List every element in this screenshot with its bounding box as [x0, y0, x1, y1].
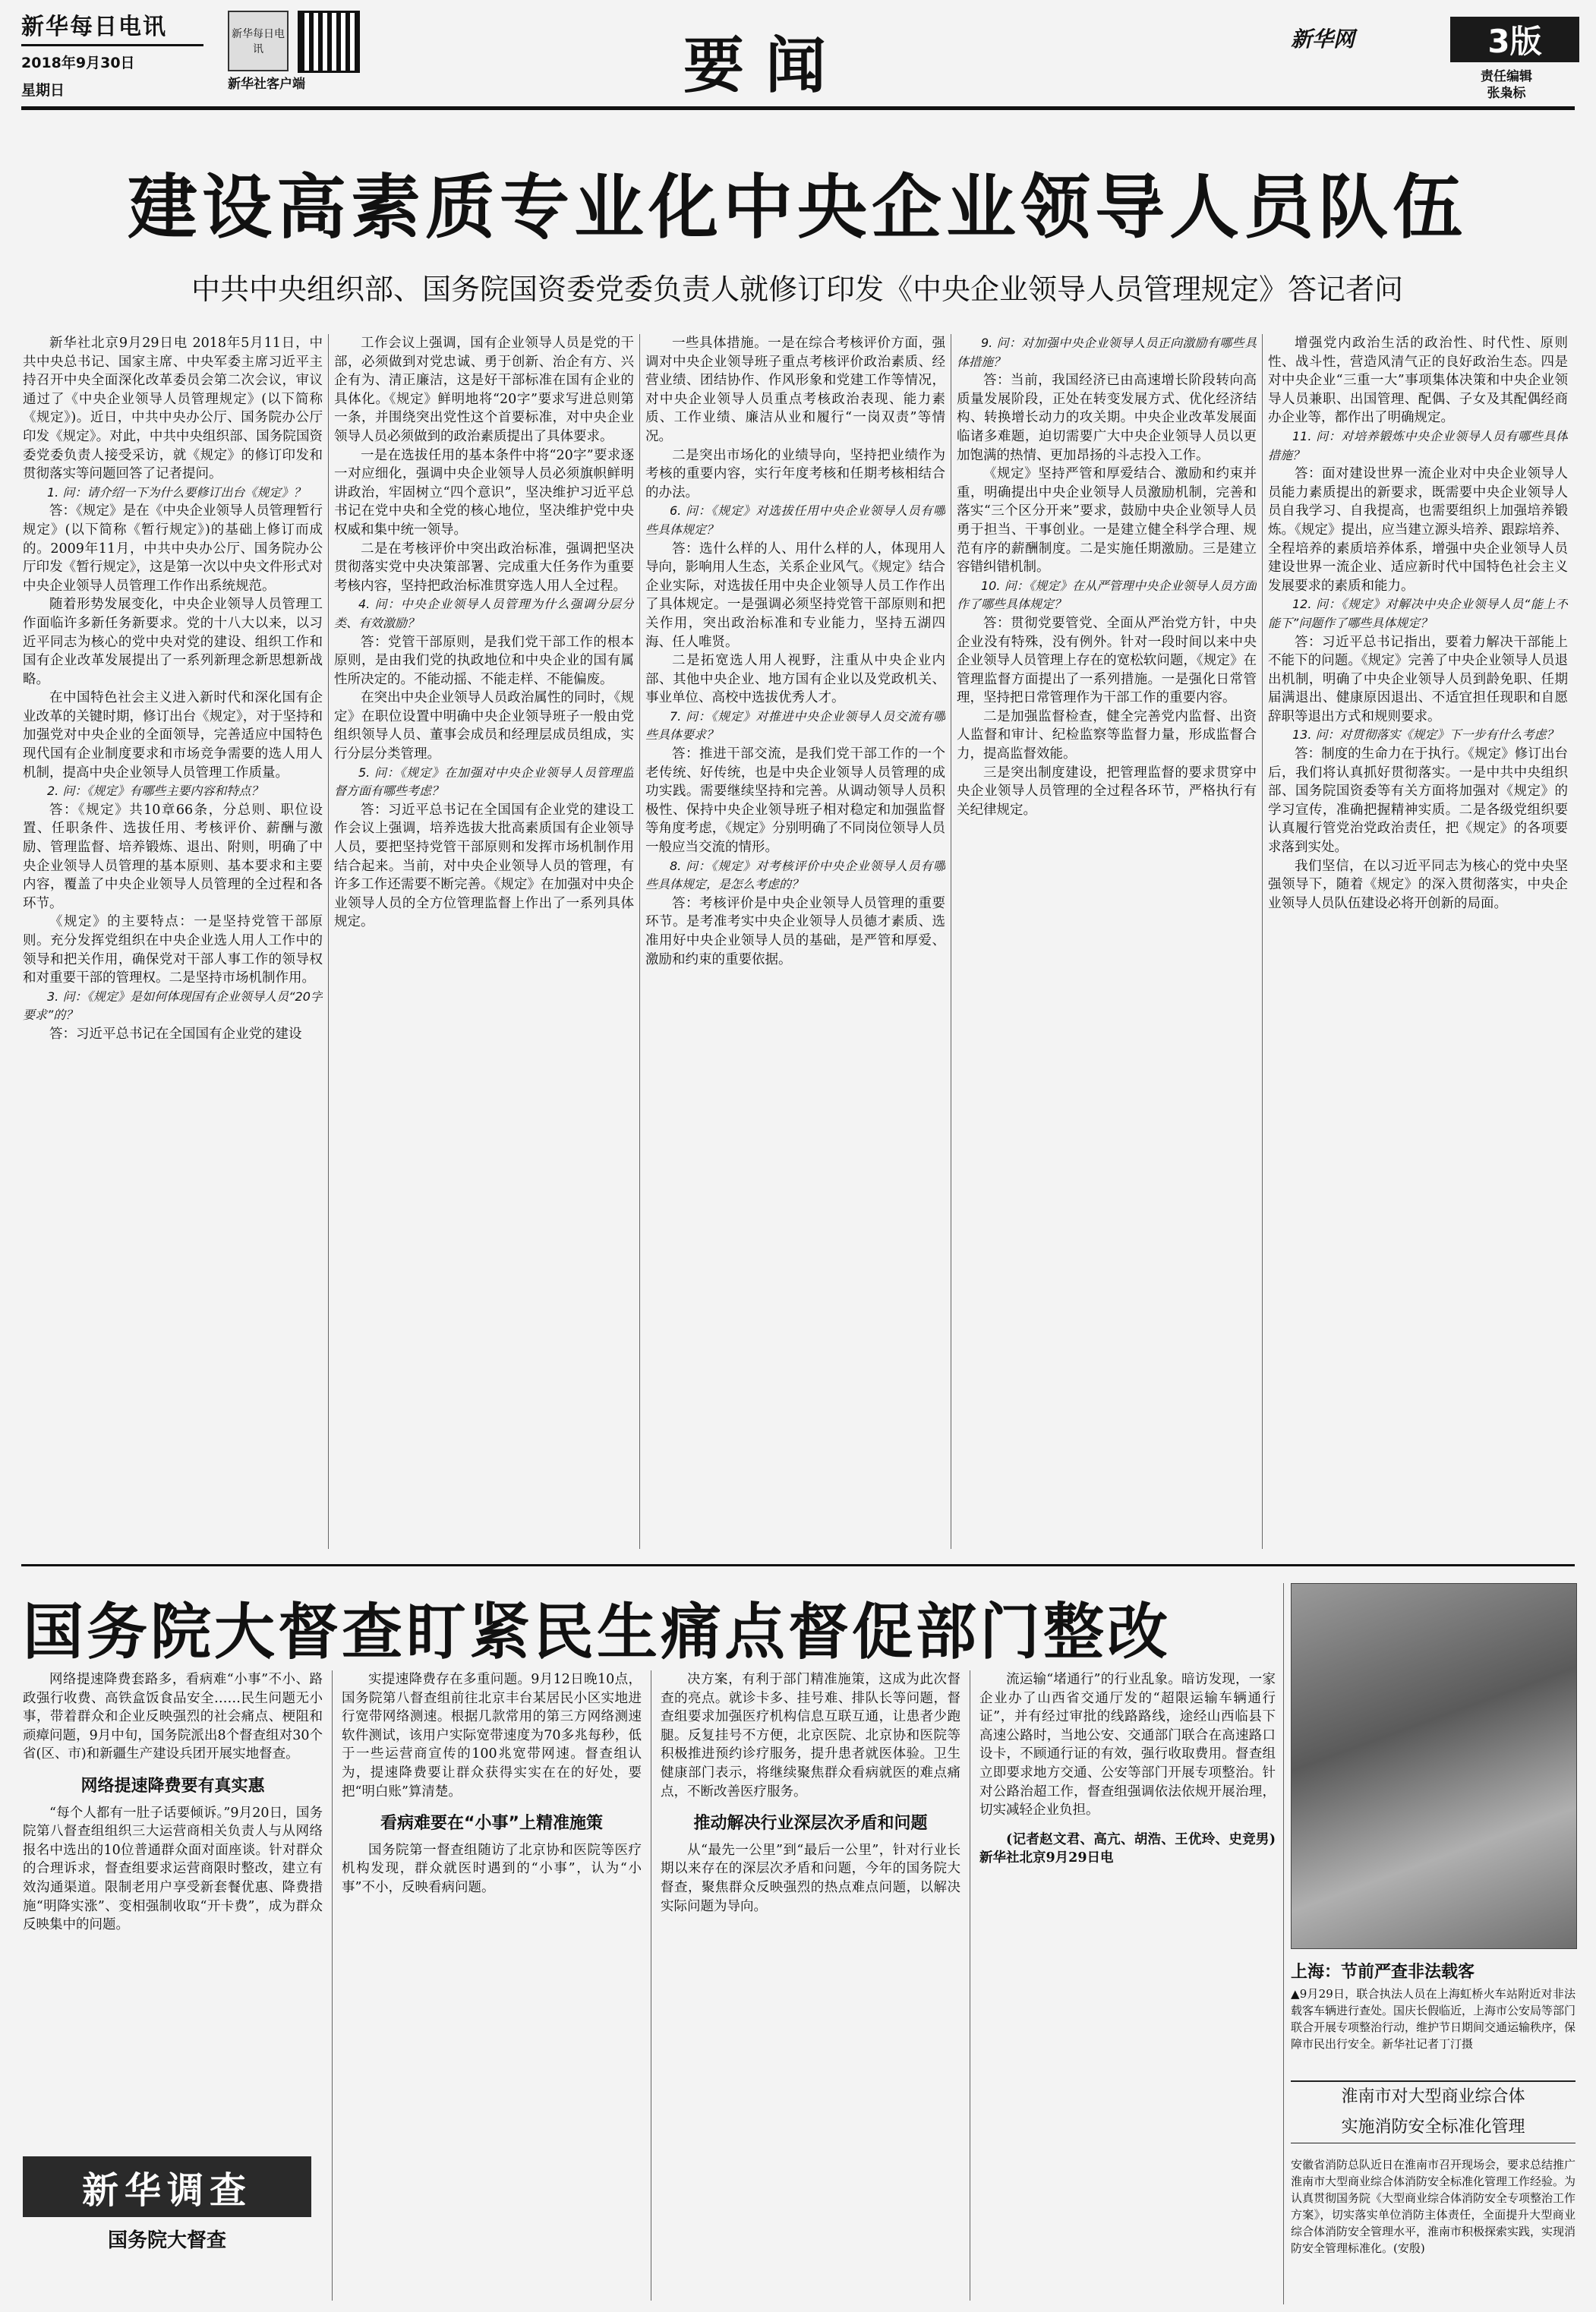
body-paragraph: 答：习近平总书记指出，要着力解决干部能上不能下的问题。《规定》完善了中央企业领导人员退出机制，明确了中央企业领导人员到龄免职、任期届满退出、健康原因退出、不适宜担任现职和自愿辞职等退出方式和规则要求。	[1268, 634, 1568, 724]
question-paragraph: 1. 问：请介绍一下为什么要修订出台《规定》？	[47, 484, 306, 500]
headline-main: 建设高素质专业化中央企业领导人员队伍	[127, 167, 1467, 248]
question-paragraph: 11. 问：对培养锻炼中央企业领导人员有哪些具体措施？	[1268, 428, 1568, 462]
body-paragraph: 三是突出制度建设，把管理监督的要求贯穿中央企业领导人员管理的全过程各环节，严格执行有关纪律规定。	[957, 765, 1257, 818]
article2-col3-tail: 从“最先一公里”到“最后一公里”，针对行业长期以来存在的深层次矛盾和问题，今年的国务院大督查，聚焦群众反映强烈的热点难点问题，以解决实际问题为导向。	[661, 1842, 960, 1914]
page-number: 3版	[1450, 17, 1579, 62]
body-paragraph: 答：习近平总书记在全国国有企业党的建设	[49, 1026, 302, 1042]
question-paragraph: 5. 问：《规定》在加强对中央企业领导人员管理监督方面有哪些考虑？	[334, 765, 634, 799]
article2-byline: (记者赵文君、高亢、胡浩、王优玲、史竞男)新华社北京9月29日电	[979, 1831, 1276, 1866]
column-divider	[328, 334, 329, 1549]
paper-name: 新华每日电讯	[21, 8, 203, 46]
news-photo	[1291, 1583, 1577, 1949]
body-paragraph: 答：制度的生命力在于执行。《规定》修订出台后，我们将认真抓好贯彻落实。一是中共中央组织部、国务院国资委等有关方面将加强对《规定》的学习宣传，准确把握精神实质。二是各级党组织要认真履行管党治党政治责任，把《规定》的各项要求落到实处。	[1268, 746, 1568, 856]
body-paragraph: 在突出中央企业领导人员政治属性的同时，《规定》在职位设置中明确中央企业领导班子一般由党组织领导人员、董事会成员和经理层成员组成，实行分层分类管理。	[334, 690, 634, 762]
brief-body: 安徽省消防总队近日在淮南市召开现场会，要求总结推广淮南市大型商业综合体消防安全标准化管理工作经验。为认真贯彻国务院《大型商业综合体消防安全专项整治工作方案》，切实落实单位消防主体责任，全面提升大型商业综合体消防安全管理水平，淮南市积极探索实践，实现消防安全管理标准化。(安殷)	[1291, 2158, 1575, 2255]
question-paragraph: 6. 问：《规定》对选拔任用中央企业领导人员有哪些具体规定？	[645, 503, 945, 537]
xinhua-investigation-subtitle: 国务院大督查	[107, 2229, 226, 2252]
issue-date: 2018年9月30日	[21, 55, 135, 71]
article2-col4-body: 流运输“堵通行”的行业乱象。暗访发现，一家企业办了山西省交通厅发的“超限运输车辆通行证”，并有经过审批的线路路线，途经山西临县下高速公路时，当地公安、交通部门联合在高速路口设卡，不顾通行证的有效，强行收取费用。督查组立即要求地方交通、公安等部门开展专项整治。针对公路治超工作，督查组强调依法依规开展治理，切实减轻企业负担。	[979, 1672, 1276, 1818]
question-paragraph: 13. 问：对贯彻落实《规定》下一步有什么考虑？	[1292, 727, 1559, 743]
masthead-left	[21, 8, 203, 99]
question-paragraph: 2. 问：《规定》有哪些主要内容和特点？	[47, 784, 263, 799]
body-paragraph: 答：面对建设世界一流企业对中央企业领导人员能力素质提出的新要求，既需要中央企业领导人员自我学习、自我提高，也需要组织上加强培养锻炼。《规定》提出，应当建立源头培养、跟踪培养、全程培养的素质培养体系，增强中央企业领导人员建设世界一流企业、适应新时代中国特色社会主义发展要求的素质和能力。	[1268, 466, 1568, 594]
issue-weekday: 星期日	[21, 82, 65, 99]
article2-col2-tail: 国务院第一督查组随访了北京协和医院等医疗机构发现，群众就医时遇到的“小事”，认为“小事”不小，反映看病问题。	[342, 1842, 642, 1895]
article2-col4	[979, 1670, 1276, 2308]
body-paragraph: 工作会议上强调，国有企业领导人员是党的干部，必须做到对党忠诚、勇于创新、治企有方、兴企有为、清正廉洁，这是好干部标准在国有企业的具体化。《规定》鲜明地将“20字”要求写进总则第一条，并围绕突出党性这个首要标准，对中央企业领导人员必须做到的政治素质提出了具体要求。	[334, 336, 634, 444]
article1-column	[23, 334, 323, 1549]
body-paragraph: 二是加强监督检查，健全完善党内监督、出资人监督和审计、纪检监察等监督力量，形成监督合力，提高监督效能。	[957, 708, 1257, 762]
photo-description: ▲9月29日，联合执法人员在上海虹桥火车站附近对非法载客车辆进行查处。国庆长假临近，上海市公安局等部门联合开展专项整治行动，维护节日期间交通运输秩序，保障市民出行安全。新华社记者丁汀摄	[1291, 1987, 1576, 2051]
body-paragraph: 随着形势发展变化，中央企业领导人员管理工作面临许多新任务新要求。党的十八大以来，以习近平同志为核心的党中央对党的建设、组织工作和国有企业改革发展提出了一系列新理念新思想新战略。	[23, 597, 323, 687]
article2-subhead-1: 网络提速降费要有真实惠	[80, 1776, 265, 1796]
body-paragraph: 一些具体措施。一是在综合考核评价方面，强调对中央企业领导班子重点考核评价政治素质、经营业绩、团结协作、作风形象和党建工作等情况，对中央企业领导人员重点考核政治表现、能力素质、工作业绩、廉洁从业和履行“一岗双责”等情况。	[645, 336, 945, 444]
section-title: 要闻	[683, 30, 847, 101]
body-paragraph: 《规定》的主要特点：一是坚持党管干部原则。充分发挥党组织在中央企业选人用人工作中的领导和把关作用，确保党对干部人事工作的领导权和对重要干部的管理权。二是坚持市场机制作用。	[23, 914, 323, 986]
paper-logo-icon: 新华每日电讯	[228, 11, 289, 71]
body-paragraph: 新华社北京9月29日电 2018年5月11日，中共中央总书记、国家主席、中央军委主席习近平主持召开中央全面深化改革委员会第二次会议，审议通过了《中央企业领导人员管理规定》(以下简称《规定》)。近日，中共中央办公厅、国务院办公厅印发《规定》。对此，中共中央组织部、国务院国资委党委负责人接受采访，就《规定》的修订印发和贯彻落实等问题回答了记者提问。	[23, 336, 323, 482]
article1-column	[1268, 334, 1568, 1549]
brief-title-line-1: 淮南市对大型商业综合体	[1341, 2087, 1525, 2106]
body-paragraph: 答：当前，我国经济已由高速增长阶段转向高质量发展阶段，正处在转变发展方式、优化经济结构、转换增长动力的攻关期。中央企业改革发展面临诸多难题，迫切需要广大中央企业领导人员以更加饱满的热情、更加昂扬的斗志投入工作。	[957, 373, 1257, 463]
photo-caption: 上海：节前严查非法载客	[1291, 1963, 1475, 1982]
middle-rule	[21, 1564, 1575, 1566]
body-paragraph: 我们坚信，在以习近平同志为核心的党中央坚强领导下，随着《规定》的深入贯彻落实，中央企业领导人员队伍建设必将开创新的局面。	[1268, 858, 1568, 911]
body-paragraph: 增强党内政治生活的政治性、时代性、原则性、战斗性，营造风清气正的良好政治生态。四是对中央企业“三重一大”事项集体决策和中央企业领导人员兼职、出国管理、配偶、子女及其配偶经商办企业等，都作出了明确规定。	[1268, 336, 1568, 426]
question-paragraph: 12. 问：《规定》对解决中央企业领导人员“能上不能下”问题作了哪些具体规定？	[1268, 597, 1568, 630]
editor-credit	[1481, 68, 1532, 102]
question-paragraph: 10. 问：《规定》在从严管理中央企业领导人员方面作了哪些具体规定？	[957, 578, 1257, 612]
headline-second: 国务院大督查盯紧民生痛点督促部门整改	[23, 1597, 1171, 1667]
article1-column	[334, 334, 634, 1549]
article2-col3-body: 决方案，有利于部门精准施策，这成为此次督查的亮点。就诊卡多、挂号难、排队长等问题，督查组要求加强医疗机构信息互联互通，让患者少跑腿。反复挂号不方便，北京医院、北京协和医院等积极推进预约诊疗服务，提升患者就医体验。卫生健康部门表示，将继续聚焦群众看病就医的难点痛点，不断改善医疗服务。	[661, 1672, 960, 1799]
column-divider	[1283, 1583, 1284, 2304]
body-paragraph: 二是突出市场化的业绩导向，坚持把业绩作为考核的重要内容，实行年度考核和任期考核相结合的办法。	[645, 447, 945, 500]
editor-name: 张枭标	[1487, 86, 1526, 101]
article2-col3	[661, 1670, 960, 2308]
column-divider	[639, 334, 640, 1549]
column-divider	[332, 1670, 333, 2301]
editor-label: 责任编辑	[1481, 69, 1532, 84]
body-paragraph: 答：推进干部交流，是我们党干部工作的一个老传统、好传统，也是中央企业领导人员管理的成功实践。需要继续坚持和完善。从调动领导人员积极性、保持中央企业领导班子相对稳定和加强监督等角度考虑，《规定》分别明确了不同岗位领导人员一般应当交流的情形。	[645, 746, 945, 856]
article2-col1-body: “每个人都有一肚子话要倾诉。”9月20日，国务院第八督查组组织三大运营商相关负责人与从网络报名中选出的10位普通群众面对面座谈。针对群众的合理诉求，督查组要求运营商限时整改，建立有效沟通渠道。限制老用户享受新套餐优惠、降费措施“明降实涨”、变相强制收取“开卡费”，成为群众反映集中的问题。	[23, 1805, 323, 1933]
body-paragraph: 答：习近平总书记在全国国有企业党的建设工作会议上强调，培养选拔大批高素质国有企业领导人员，要把坚持党管干部原则和发挥市场机制作用结合起来。当前，对中央企业领导人员的管理，有许多工作还需要不断完善。《规定》在加强对中央企业领导人员的全方位管理监督上作出了一系列具体规定。	[334, 802, 634, 930]
question-paragraph: 9. 问：对加强中央企业领导人员正向激励有哪些具体措施？	[957, 336, 1257, 369]
body-paragraph: 一是在选拔任用的基本条件中将“20字”要求逐一对应细化，强调中央企业领导人员必须旗帜鲜明讲政治，牢固树立“四个意识”，坚决维护习近平总书记在党中央和全党的核心地位，坚决维护党中央权威和集中统一领导。	[334, 447, 634, 538]
qr-code-icon	[298, 11, 360, 73]
brief-title	[1291, 2080, 1575, 2143]
body-paragraph: 在中国特色社会主义进入新时代和深化国有企业改革的关键时期，修订出台《规定》，对于坚持和加强党对中央企业的全面领导，完善适应中国特色现代国有企业制度要求和市场竞争需要的选人用人机制，提高中央企业领导人员管理工作质量。	[23, 690, 323, 781]
question-paragraph: 3. 问：《规定》是如何体现国有企业领导人员“20字要求”的？	[23, 989, 323, 1023]
column-divider	[1262, 334, 1263, 1549]
question-paragraph: 8. 问：《规定》对考核评价中央企业领导人员有哪些具体规定，是怎么考虑的？	[645, 858, 945, 892]
client-label: 新华社客户端	[228, 77, 305, 92]
body-paragraph: 答：考核评价是中央企业领导人员管理的重要环节。是考准考实中央企业领导人员德才素质、选准用好中央企业领导人员的基础，是严管和厚爱、激励和约束的重要依据。	[645, 895, 945, 967]
article1-column	[645, 334, 945, 1549]
article2-col2	[342, 1670, 642, 2308]
body-paragraph: 二是拓宽选人用人视野，注重从中央企业内部、其他中央企业、地方国有企业以及党政机关、事业单位、高校中选拔优秀人才。	[645, 653, 945, 706]
article2-subhead-2: 看病难要在“小事”上精准施策	[380, 1814, 603, 1834]
body-paragraph: 答：党管干部原则，是我们党干部工作的根本原则，是由我们党的执政地位和中央企业的国有属性所决定的。不能动摇、不能走样、不能偏废。	[334, 634, 634, 687]
brief-title-line-2: 实施消防安全标准化管理	[1341, 2118, 1525, 2137]
article2-col1	[23, 1670, 323, 2096]
article2-col2-body: 实提速降费存在多重问题。9月12日晚10点，国务院第八督查组前往北京丰台某居民小区实地进行宽带网络测速。根据几款常用的第三方网络测速软件测试，该用户实际宽带速度为70多兆每秒，低于一些运营商宣传的100兆宽带网速。督查组认为，提速降费要让群众获得实实在在的好处，要把“明白账”算清楚。	[342, 1672, 642, 1799]
article1-column	[957, 334, 1257, 1549]
body-paragraph: 答：《规定》共10章66条，分总则、职位设置、任职条件、选拔任用、考核评价、薪酬与激励、管理监督、培养锻炼、退出、附则，明确了中央企业领导人员管理的基本原则、基本要求和主要内容，覆盖了中央企业领导人员管理的全过程和各环节。	[23, 802, 323, 911]
body-paragraph: 答：贯彻党要管党、全面从严治党方针，中央企业没有特殊，没有例外。针对一段时间以来中央企业领导人员管理上存在的宽松软问题，《规定》在管理监督方面提出了一系列措施。一是强化日常管理，坚持把日常管理作为干部工作的重要内容。	[957, 615, 1257, 706]
headline-subtitle: 中共中央组织部、国务院国资委党委负责人就修订印发《中央企业领导人员管理规定》答记者问	[191, 273, 1403, 306]
xinhua-investigation-badge: 新华调查	[23, 2156, 311, 2217]
body-paragraph: 《规定》坚持严管和厚爱结合、激励和约束并重，明确提出中央企业领导人员激励机制，完善和落实“三个区分开来”要求，鼓励中央企业领导人员勇于担当、干事创业。一是建立健全科学合理、规范有序的薪酬制度。二是实施任期激励。三是建立容错纠错机制。	[957, 466, 1257, 576]
question-paragraph: 4. 问：中央企业领导人员管理为什么强调分层分类、有效激励？	[334, 597, 634, 630]
article2-subhead-3: 推动解决行业深层次矛盾和问题	[693, 1814, 928, 1834]
xinhuanet-logo-icon: 新华网	[1291, 27, 1355, 52]
article2-intro: 网络提速降费套路多，看病难“小事”不小、路政强行收费、高铁盒饭食品安全……民生问题无小事，带着群众和企业反映强烈的社会痛点、梗阻和顽瘴问题，9月中旬，国务院派出8个督查组对30个省(区、市)和新疆生产建设兵团开展实地督查。	[23, 1672, 323, 1762]
question-paragraph: 7. 问：《规定》对推进中央企业领导人员交流有哪些具体要求？	[645, 708, 945, 743]
body-paragraph: 答：《规定》是在《中央企业领导人员管理暂行规定》(以下简称《暂行规定》)的基础上修订而成的。2009年11月，中共中央办公厅、国务院办公厅印发《暂行规定》，这是第一次以中央文件形式对中央企业领导人员管理工作作出系统规范。	[23, 503, 323, 594]
top-rule	[21, 106, 1575, 110]
body-paragraph: 答：选什么样的人、用什么样的人，体现用人导向，影响用人生态，关系企业风气。《规定》结合企业实际，对选拔任用中央企业领导人员工作作出了具体规定。一是强调必须坚持党管干部原则和把关作用，突出政治标准和专业能力，坚持五湖四海、任人唯贤。	[645, 541, 945, 650]
body-paragraph: 二是在考核评价中突出政治标准，强调把坚决贯彻落实党中央决策部署、完成重大任务作为重要考核内容，坚持把政治标准贯穿选人用人全过程。	[334, 541, 634, 594]
